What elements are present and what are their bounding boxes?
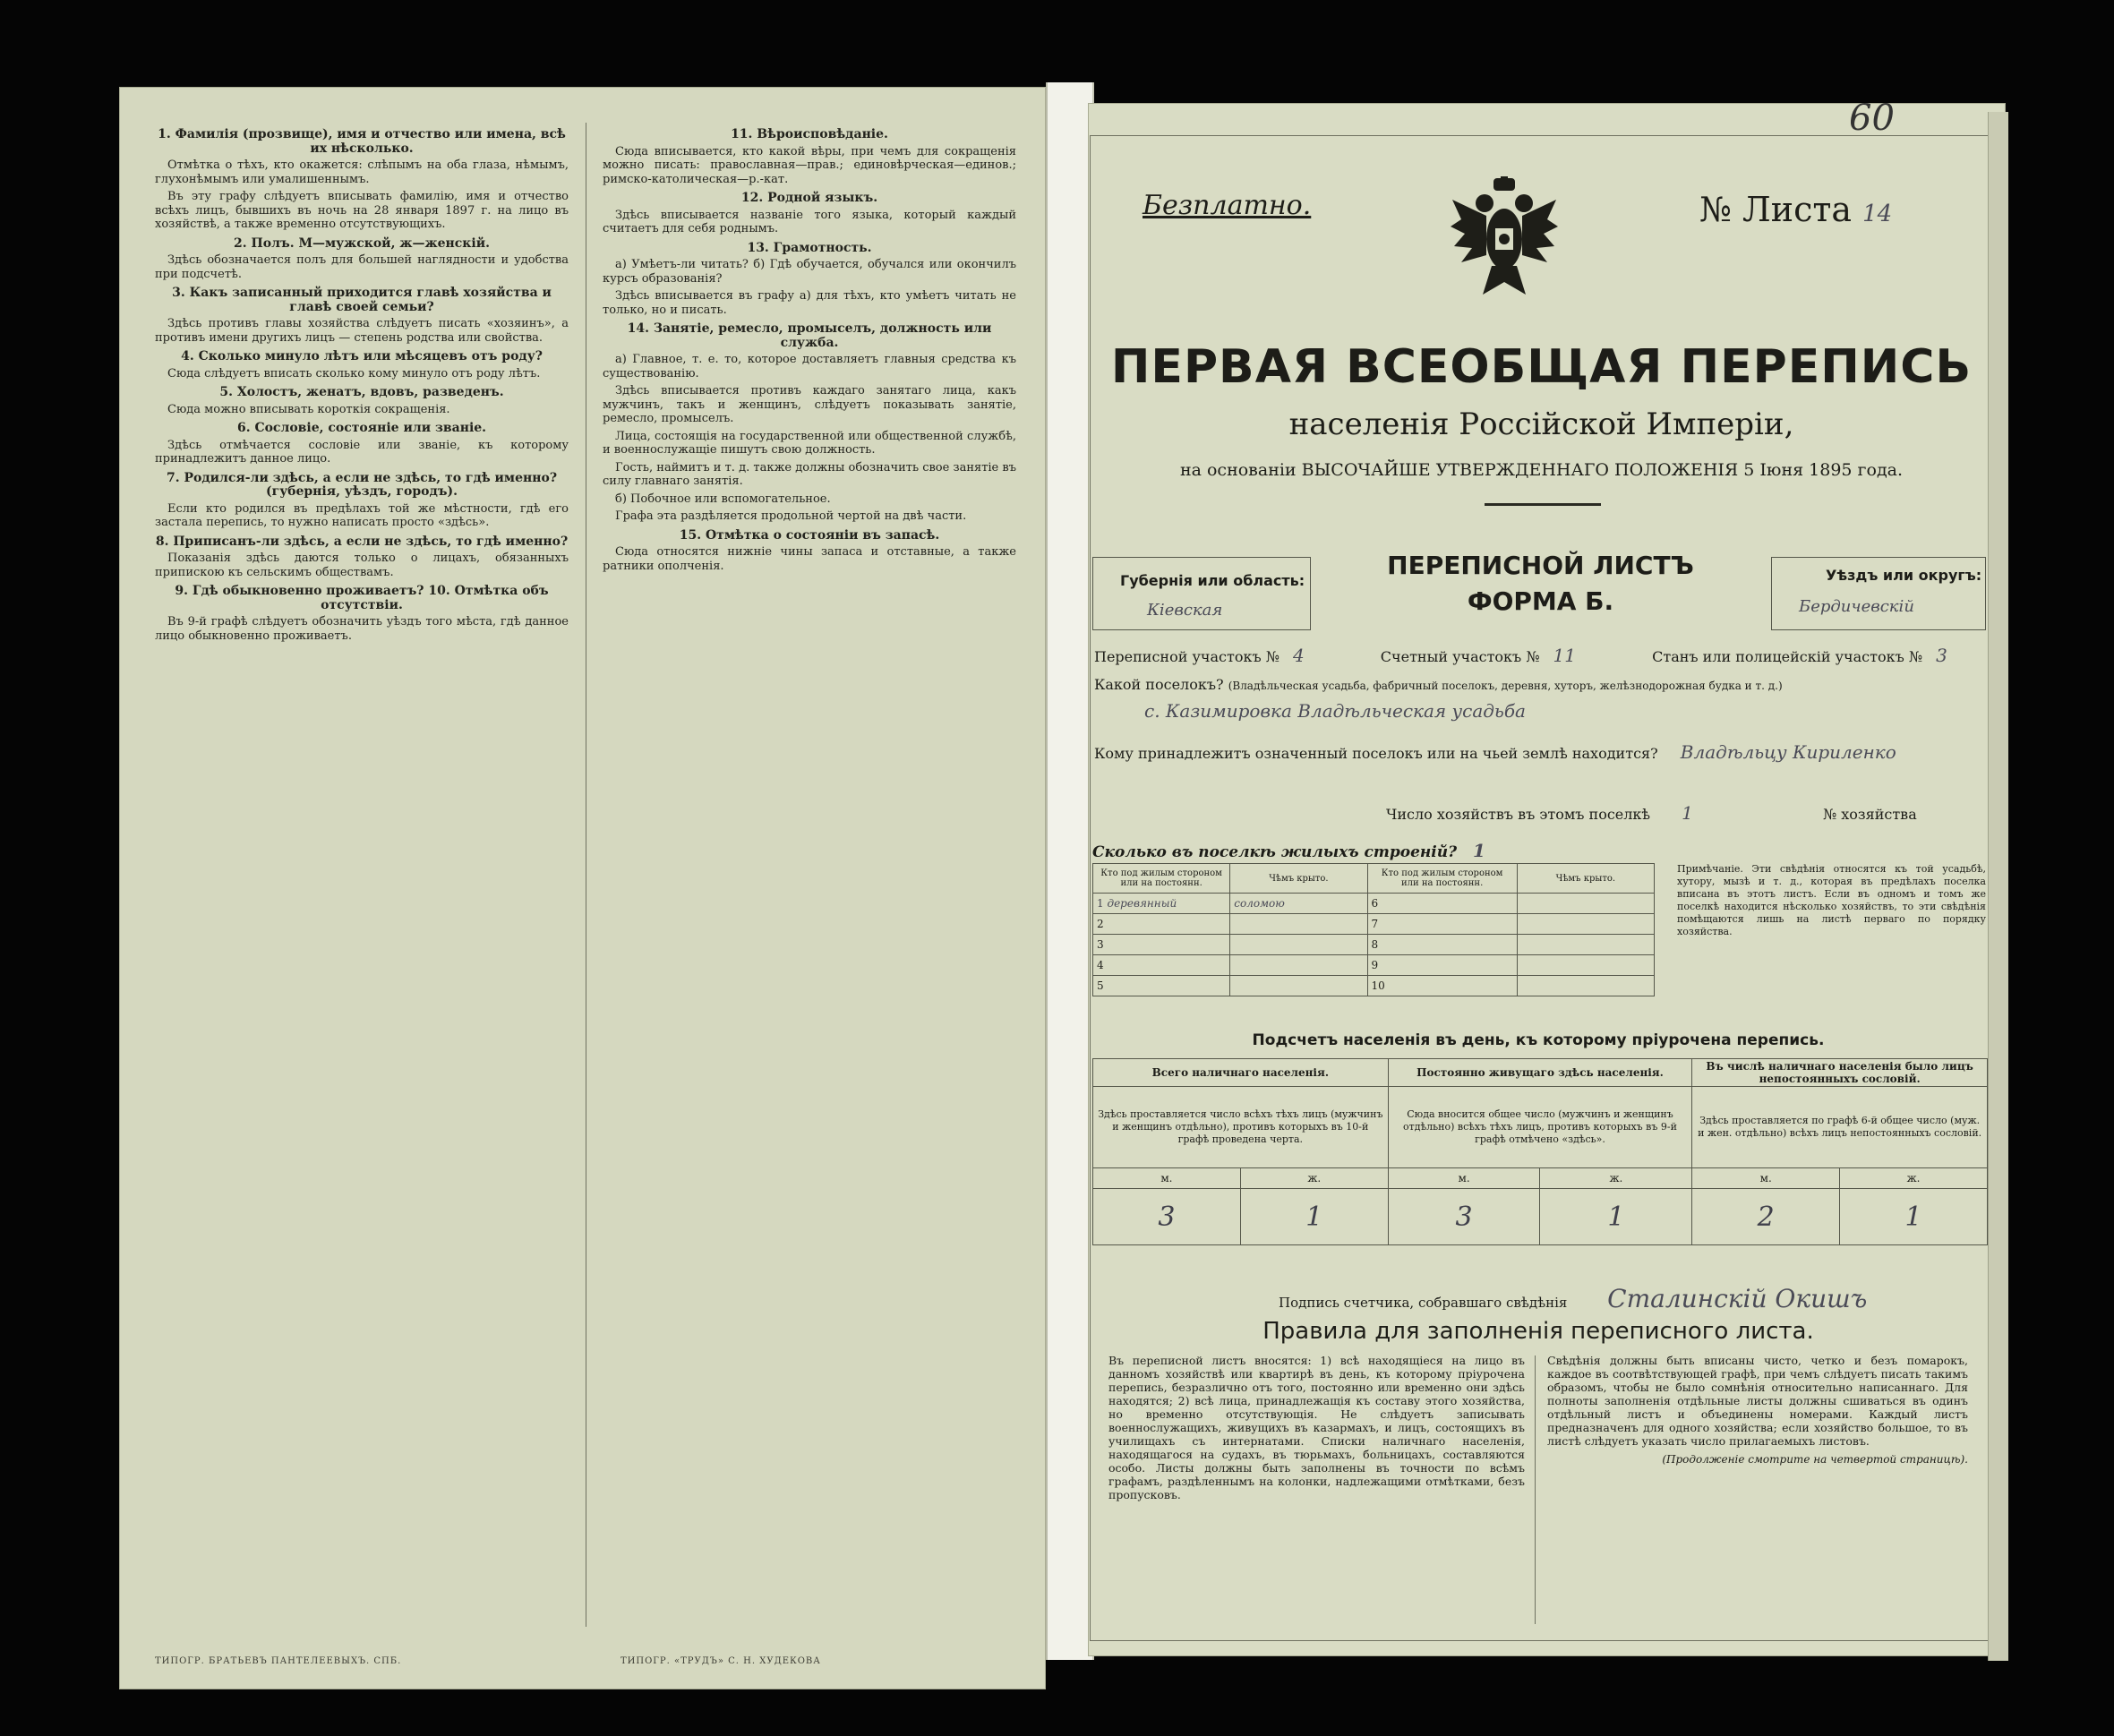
sheet-number [1699,190,1892,229]
province-label: Губернія или область: [1120,572,1305,589]
sheet-number-label: № Листа [1699,190,1853,229]
book-binding [1046,82,1094,1660]
rules-title: Правила для заполненія переписного листа. [1262,1318,1814,1345]
buildings-col-header-2: Кто под жилым стороном или на постоянн. [1367,864,1517,894]
paragraph: Здѣсь вписывается названіе того языка, который каждый считаетъ для себя роднымъ. [603,208,1016,235]
paragraph: Если кто родился въ предѣлахъ той же мѣстности, гдѣ его застала перепись, то нужно написать просто «здѣсь». [155,501,569,529]
building-cell: 8 [1367,935,1517,955]
building-cell: 1 деревянный [1093,894,1230,914]
double-headed-eagle-icon [1451,176,1558,302]
section-heading: 1. Фамилія (прозвище), имя и отчество или имена, всѣ их нѣсколько. [158,127,566,156]
paragraph: Въ эту графу слѣдуетъ вписывать фамилію, имя и отчество всѣхъ лицъ, бывшихъ въ ночь на 28 января 1897 г. на лицо въ хозяйствѣ, а также временно отсутствующихъ. [155,190,569,231]
count-value: 3 [1093,1189,1241,1245]
form-heading-sub: ФОРМА Б. [1467,586,1614,616]
building-cell: 4 [1093,955,1230,976]
settlement-label: Какой поселокъ? [1094,676,1224,693]
roof-cell [1230,955,1367,976]
roof-col-header: Чѣмъ крыто. [1230,864,1367,894]
paragraph: а) Главное, т. е. то, которое доставляетъ главныя средства къ существованію. [603,353,1016,381]
permanent-resident-header: Постоянно живущаго здѣсь населенія. [1388,1059,1692,1087]
pencil-page-number: 60 [1849,103,1895,139]
settlement-line [1094,676,1990,693]
uezd-value: Бердичевскій [1799,597,1914,616]
legal-basis: на основаніи ВЫСОЧАЙШЕ УТВЕРЖДЕННАГО ПОЛОЖЕНІЯ 5 Іюня 1895 года. [1179,460,1904,480]
form-heading-title: ПЕРЕПИСНОЙ ЛИСТЪ [1387,551,1694,580]
roof-cell [1230,935,1367,955]
section-heading: 12. Родной языкъ. [740,191,878,205]
left-page [119,87,1046,1689]
table-row [1093,894,1655,914]
census-area-value: 4 [1292,645,1305,666]
roof-cell [1517,955,1654,976]
building-cell: 9 [1367,955,1517,976]
owner-value: Владѣльцу Кириленко [1680,741,1896,763]
female-header: ж. [1540,1168,1692,1189]
paragraph: Графа эта раздѣляется продольной чертой на двѣ части. [615,509,967,523]
section-heading: 15. Отмѣтка о состояніи въ запасѣ. [679,527,940,543]
male-header: м. [1692,1168,1840,1189]
paragraph: Показанія здѣсь даются только о лицахъ, обязанныхъ припискою къ сельскимъ обществамъ. [155,552,569,579]
building-cell: 6 [1367,894,1517,914]
table-row [1093,935,1655,955]
count-area-value: 11 [1553,645,1576,666]
paragraph: Здѣсь вписывается противъ каждаго занятаго лица, какъ мужчинъ, такъ и женщинъ, слѣдуетъ показывать занятіе, ремесло, промыселъ. [603,384,1016,425]
paragraph: Гость, наймитъ и т. д. также должны обозначить свое занятіе въ силу главнаго занятія. [603,460,1016,488]
paragraph: Въ 9-й графѣ слѣдуетъ обозначить уѣздъ того мѣста, гдѣ данное лицо обыкновенно проживаетъ. [155,615,569,643]
section-heading: 9. Гдѣ обыкновенно проживаетъ? 10. Отмѣтка объ отсутствіи. [175,584,549,612]
form-heading [1314,548,1767,620]
count-value: 1 [1240,1189,1388,1245]
count-value: 1 [1840,1189,1988,1245]
section-heading: 3. Какъ записанный приходится главѣ хозяйства и главѣ своей семьи? [172,286,552,314]
rules-text-left: Въ переписной листъ вносятся: 1) всѣ находящіеся на лицо въ данномъ хозяйствѣ или квартирѣ въ день, къ которому пріурочена перепись, безразлично отъ того, постоянно или временно они здѣсь находятся; 2) всѣ лица, принадлежащія къ составу этого хозяйства, но временно отсутствующія. Не слѣдуетъ записывать военнослужащихъ, живущихъ въ казармахъ, и лицъ, состоящихъ въ училищахъ съ интернатами. Списки наличнаго населенія, находящагося на судахъ, въ тюрьмахъ, больницахъ, составляются особо. Листы должны быть заполнены въ точности по всѣмъ графамъ, раздѣленнымъ на колонки, надлежащими отмѣтками, безъ пропусковъ. [1108,1354,1525,1501]
section-heading: 14. Занятіе, ремесло, промыселъ, должность или служба. [627,321,992,350]
owner-label: Кому принадлежитъ означенный поселокъ или на чьей землѣ находится? [1094,745,1658,762]
sheet-number-value: 14 [1862,201,1893,227]
male-header: м. [1093,1168,1241,1189]
section-heading: 8. Приписанъ-ли здѣсь, а если не здѣсь, то гдѣ именно? [155,534,569,549]
paragraph: Лица, состоящія на государственной или общественной службѣ, и военнослужащіе пишутъ свою должность. [603,429,1016,457]
signature-label: Подпись счетчика, собравшаго свѣдѣнія [1279,1295,1568,1311]
roof-cell [1517,976,1654,996]
table-row [1093,976,1655,996]
section-heading: 11. Вѣроисповѣданіе. [731,127,888,141]
settlement-value: с. Казимировка Владѣльческая усадьба [1144,700,1526,722]
total-present-header: Всего наличнаго населенія. [1093,1059,1389,1087]
roof-cell: соломою [1230,894,1367,914]
count-value: 1 [1540,1189,1692,1245]
paragraph: Здѣсь противъ главы хозяйства слѣдуетъ писать «хозяинъ», а противъ имени другихъ лицъ — степень родства или свойства. [155,317,569,345]
buildings-note: Примѣчаніе. Эти свѣдѣнія относятся къ той усадьбѣ, хутору, мызѣ и т. д., которая въ предѣлахъ поселка вписана въ этотъ листъ. Если въ одномъ и томъ же поселкѣ находится нѣсколько хозяйствъ, то эти свѣдѣнія помѣщаются лишь на листѣ перваго по порядку хозяйства. [1677,863,1986,937]
non-permanent-estates-header: Въ числѣ наличнаго населенія было лицъ непостоянныхъ сословій. [1692,1059,1988,1087]
roof-cell [1230,976,1367,996]
count-area-label: Счетный участокъ № [1380,648,1540,665]
paragraph: Сюда можно вписывать короткія сокращенія. [167,402,450,416]
paragraph: Отмѣтка о тѣхъ, кто окажется: слѣпымъ на оба глаза, нѣмымъ, глухонѣмымъ или умалишеннымъ. [155,158,569,186]
paragraph: а) Умѣетъ-ли читать? б) Гдѣ обучается, обучался или окончилъ курсъ образованія? [603,258,1016,286]
paragraph: Сюда слѣдуетъ вписать сколько кому минуло отъ роду лѣтъ. [167,366,541,381]
building-cell: 5 [1093,976,1230,996]
right-page [1088,103,2006,1656]
buildings-label: Сколько въ поселкѣ жилыхъ строеній? [1092,843,1458,861]
instructions-column-1 [155,123,569,646]
owner-line [1094,741,1990,763]
roof-col-header-2: Чѣмъ крыто. [1517,864,1654,894]
buildings-value: 1 [1473,840,1485,861]
free-of-charge-label: Безплатно. [1143,190,1312,221]
form-subtitle: населенія Россійской Имперіи, [1288,406,1794,442]
rules-divider [1535,1355,1536,1624]
printer-imprint-right: ТИПОГР. «ТРУДЪ» С. Н. ХУДЕКОВА [621,1656,821,1666]
signature-value: Сталинскій Окишъ [1607,1284,1868,1313]
settlement-hint: (Владѣльческая усадьба, фабричный поселокъ, деревня, хуторъ, желѣзнодорожная будка и т. д.) [1228,680,1783,692]
building-cell: 3 [1093,935,1230,955]
stan-label: Станъ или полицейскій участокъ № [1652,648,1922,665]
count-value: 2 [1692,1189,1840,1245]
stan-value: 3 [1936,645,1947,666]
title-rule [1485,503,1601,506]
section-heading: 13. Грамотность. [747,240,872,255]
permanent-resident-desc: Сюда вносится общее число (мужчинъ и женщинъ отдѣльно) всѣхъ тѣхъ лицъ, противъ которыхъ въ 9-й графѣ отмѣчено «здѣсь». [1388,1087,1692,1168]
male-header: м. [1388,1168,1540,1189]
count-value: 3 [1388,1189,1540,1245]
buildings-line [1092,840,1485,861]
enumerator-signature [1279,1284,1867,1313]
building-cell: 7 [1367,914,1517,935]
census-areas-line [1094,645,1990,666]
roof-cell [1230,914,1367,935]
female-header: ж. [1240,1168,1388,1189]
roof-cell [1517,894,1654,914]
census-area-label: Переписной участокъ № [1094,648,1280,665]
buildings-col-header: Кто под жилым стороном или на постоянн. [1093,864,1230,894]
paragraph: б) Побочное или вспомогательное. [615,492,831,506]
settlement-value-line [1144,700,2006,722]
table-row [1093,955,1655,976]
roof-cell [1517,914,1654,935]
paragraph: Здѣсь обозначается полъ для большей наглядности и удобства при подсчетѣ. [155,253,569,281]
rules-text-right [1547,1354,1968,1467]
population-count-title: Подсчетъ населенія въ день, къ которому пріурочена перепись. [1252,1031,1825,1049]
printer-imprint-left: ТИПОГР. БРАТЬЕВЪ ПАНТЕЛЕЕВЫХЪ. СПБ. [155,1656,402,1666]
household-number-label: № хозяйства [1823,806,1917,823]
section-heading: 6. Сословіе, состояніе или званіе. [236,421,487,435]
paragraph: Здѣсь отмѣчается сословіе или званіе, къ которому принадлежитъ данное лицо. [155,438,569,466]
households-label: Число хозяйствъ въ этомъ поселкѣ [1386,806,1651,823]
instructions-column-2 [603,123,1016,577]
census-form-frame [1090,135,1993,1641]
section-heading: 4. Сколько минуло лѣтъ или мѣсяцевъ отъ роду? [181,349,543,363]
non-permanent-desc: Здѣсь проставляется по графѣ 6-й общее число (муж. и жен. отдѣльно) всѣхъ лицъ непостоянныхъ сословій. [1692,1087,1988,1168]
female-header: ж. [1840,1168,1988,1189]
paragraph: Здѣсь вписывается въ графу а) для тѣхъ, кто умѣетъ читать не только, но и писать. [603,289,1016,317]
uezd-box [1771,557,1986,630]
section-heading: 5. Холостъ, женатъ, вдовъ, разведенъ. [219,385,504,399]
households-value: 1 [1682,802,1693,824]
paragraph: Сюда вписывается, кто какой вѣры, при чемъ для сокращенія можно писать: православная—прав.; единовѣрческая—единов.; римско-католическая—р.-кат. [603,144,1016,186]
roof-cell [1517,935,1654,955]
province-box [1092,557,1311,630]
buildings-table [1092,863,1655,996]
households-line [1386,802,2006,824]
building-cell: 10 [1367,976,1517,996]
table-row [1093,914,1655,935]
paragraph: Сюда относятся нижніе чины запаса и отставные, а также ратники ополченія. [603,545,1016,573]
continued-note: (Продолженіе смотрите на четвертой страницѣ). [1662,1453,1968,1466]
section-heading: 2. Полъ. М—мужской, ж—женскій. [234,235,490,251]
section-heading: 7. Родился-ли здѣсь, а если не здѣсь, то гдѣ именно? (губернія, уѣздъ, городъ). [166,470,558,499]
rules-right-body: Свѣдѣнія должны быть вписаны чисто, четко и безъ помарокъ, каждое въ соотвѣтствующей графѣ, при чемъ слѣдуетъ писать такимъ образомъ, чтобы не было сомнѣнія относительно написаннаго. Для полноты заполненія отдѣльные листы должны сшиваться въ одинъ отдѣльный листъ и объединены номерами. Каждый листъ предназначенъ для одного хозяйства; если хозяйство большое, то въ листѣ слѣдуетъ указать число прилагаемыхъ листовъ. [1547,1354,1968,1448]
population-count-table [1092,1058,1988,1245]
form-title: ПЕРВАЯ ВСЕОБЩАЯ ПЕРЕПИСЬ [1110,340,1973,394]
back-page-edge [1988,112,2008,1661]
province-value: Кіевская [1147,601,1223,620]
total-present-desc: Здѣсь проставляется число всѣхъ тѣхъ лицъ (мужчинъ и женщинъ отдѣльно), противъ которыхъ въ 10-й графѣ проведена черта. [1093,1087,1389,1168]
building-cell: 2 [1093,914,1230,935]
uezd-label: Уѣздъ или округъ: [1826,567,1982,584]
